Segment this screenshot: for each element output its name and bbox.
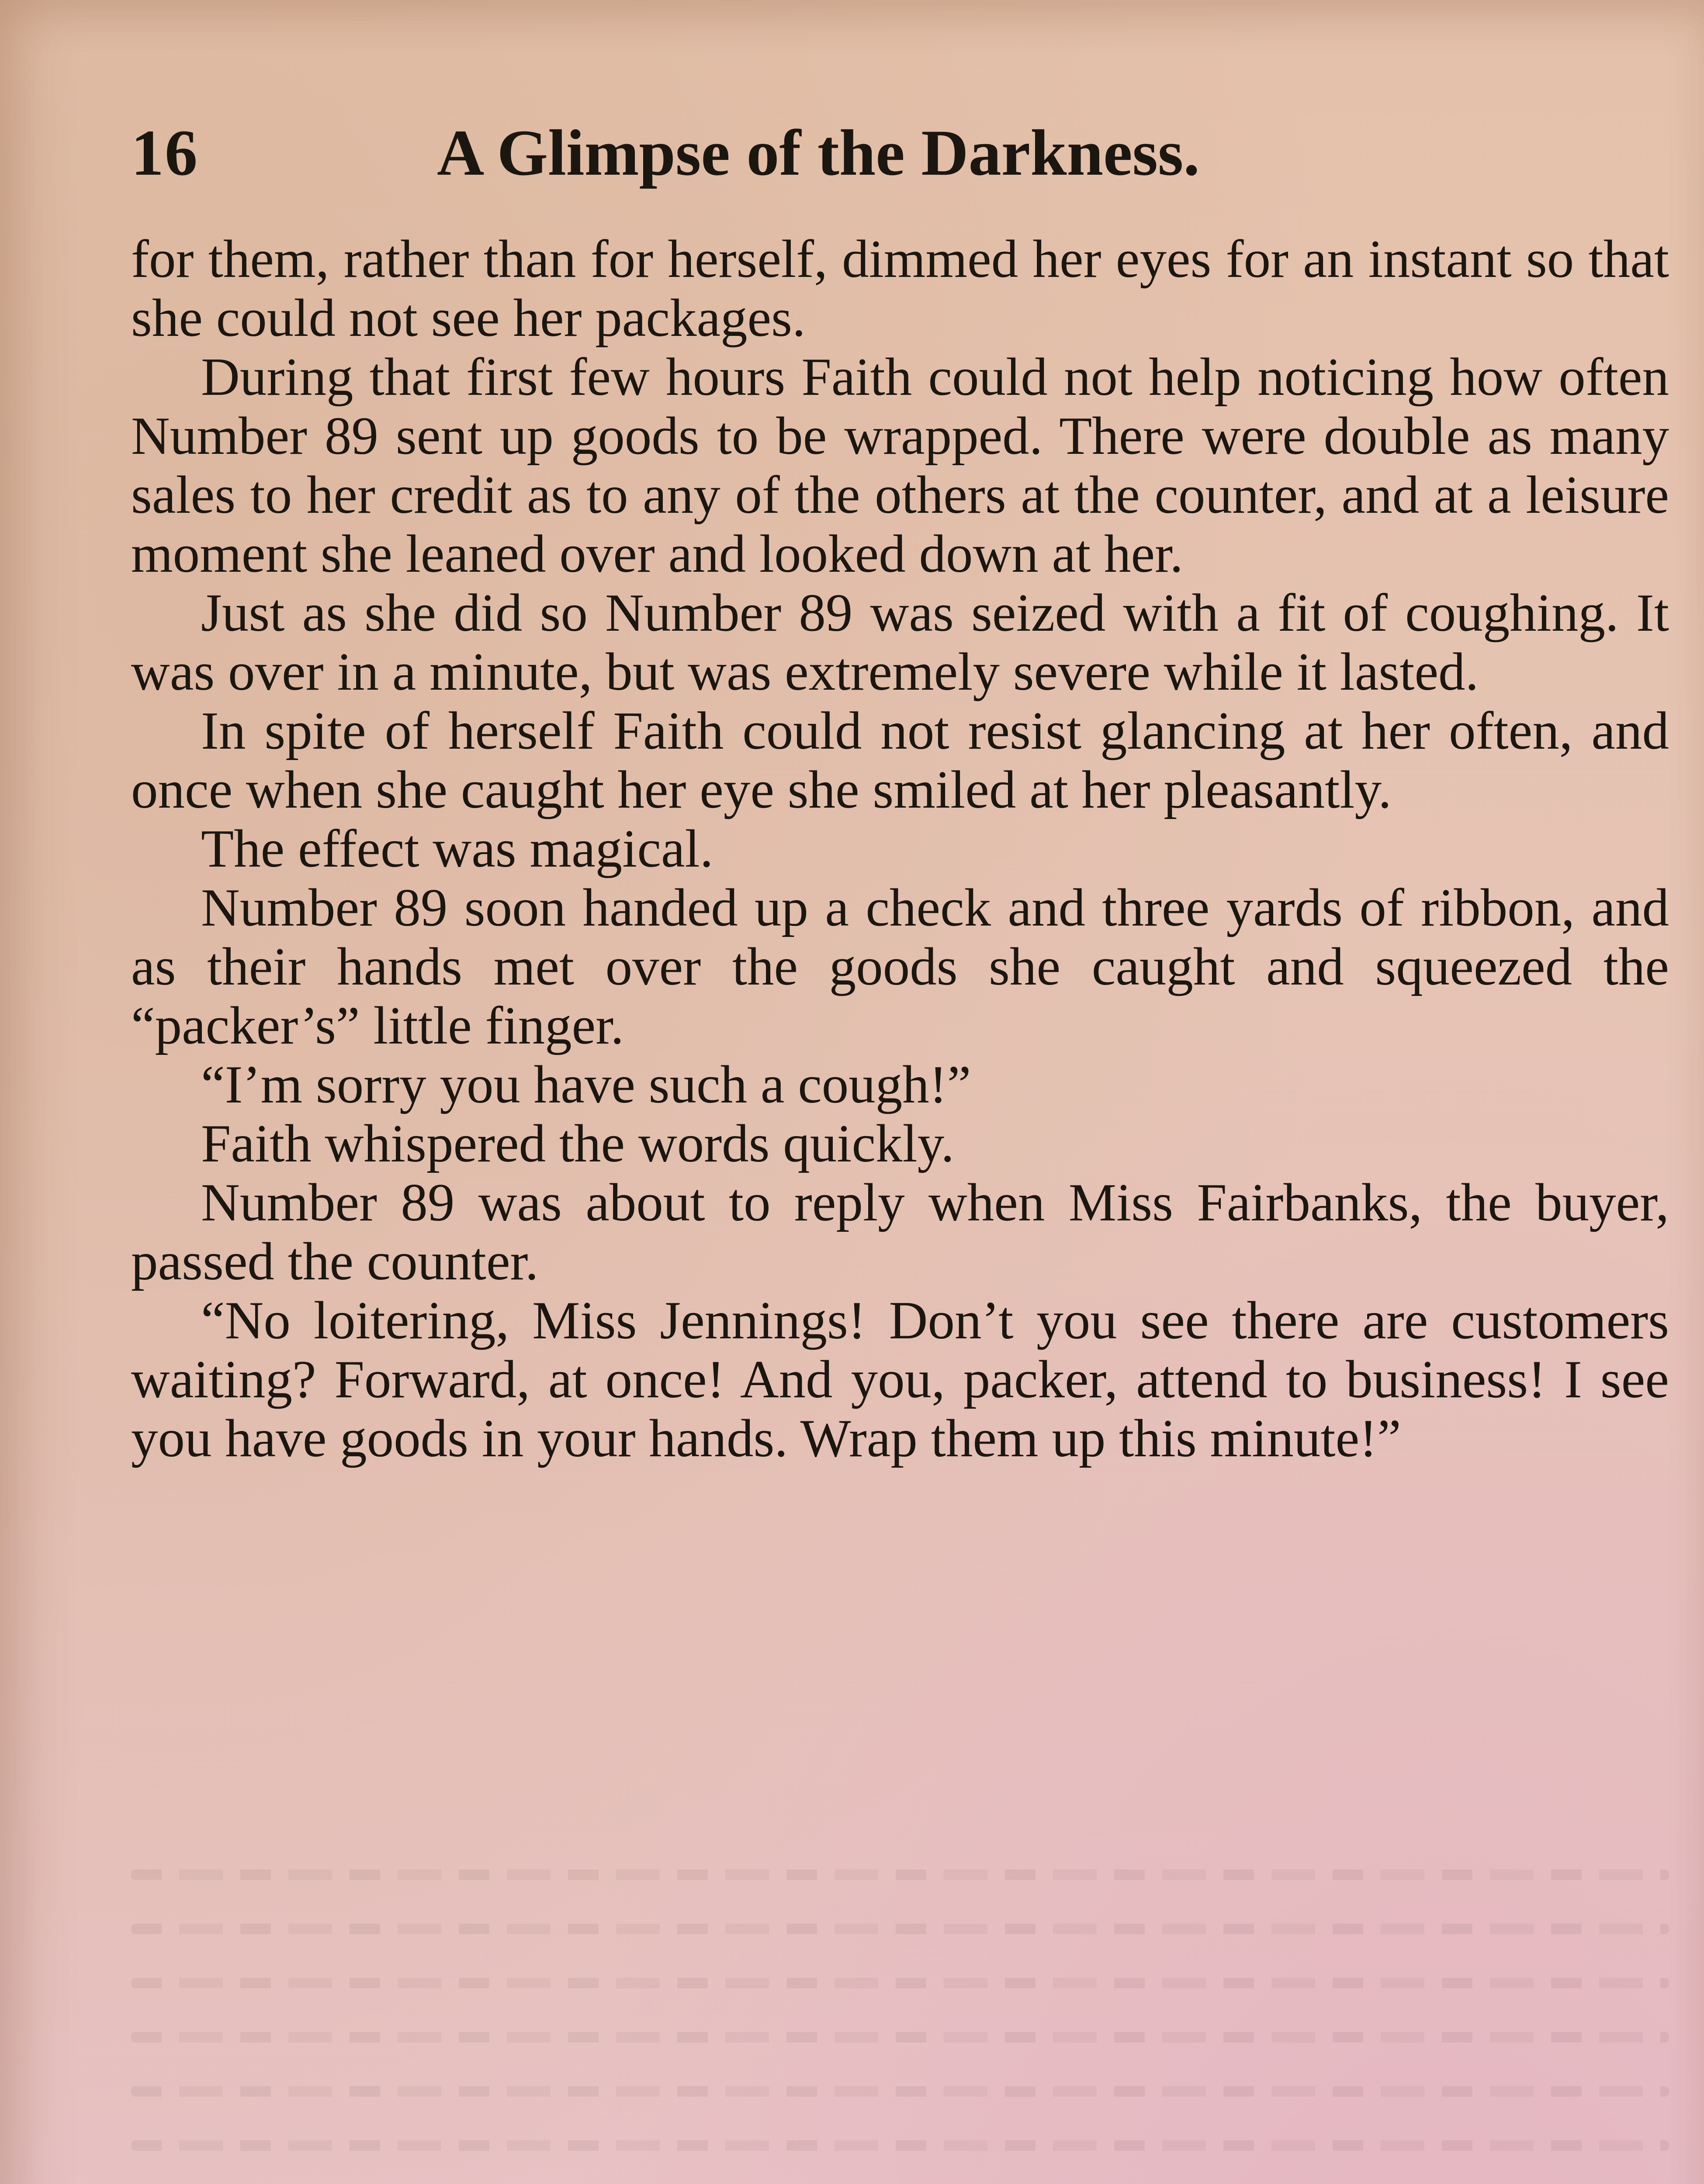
paragraph: During that first few hours Faith could not help noticing how often Number 89 sent up goods to be wrapped. There were double as many sales to her credit as to any of the others at the counter, and at a leisure moment she leaned over and looked down at her. — [131, 347, 1669, 584]
paragraph: for them, rather than for herself, dimmed her eyes for an instant so that she could not see her packages. — [131, 229, 1669, 348]
page-header — [131, 111, 1669, 194]
paragraph: In spite of herself Faith could not resist glancing at her often, and once when she caught her eye she smiled at her pleasantly. — [131, 701, 1669, 819]
show-through-text — [131, 1870, 1669, 2184]
paragraph: Just as she did so Number 89 was seized with a fit of coughing. It was over in a minute, but was extremely severe while it lasted. — [131, 583, 1669, 702]
paragraph: Number 89 soon handed up a check and three yards of ribbon, and as their hands met over the goods she caught and squeezed the “packer’s” little finger. — [131, 878, 1669, 1055]
page-number: 16 — [131, 117, 198, 189]
paragraph: Faith whispered the words quickly. — [201, 1113, 954, 1173]
paragraph: “No loitering, Miss Jennings! Don’t you see there are customers waiting? Forward, at once! And you, packer, attend to business! I see you have goods in your hands. Wrap them up this minute!” — [131, 1290, 1669, 1468]
paragraph: Number 89 was about to reply when Miss Fairbanks, the buyer, passed the counter. — [131, 1172, 1669, 1291]
running-title: A Glimpse of the Darkness. — [437, 117, 1200, 189]
body-text — [131, 229, 1669, 1468]
paragraph: The effect was magical. — [201, 819, 713, 878]
paragraph: “I’m sorry you have such a cough!” — [201, 1054, 971, 1114]
